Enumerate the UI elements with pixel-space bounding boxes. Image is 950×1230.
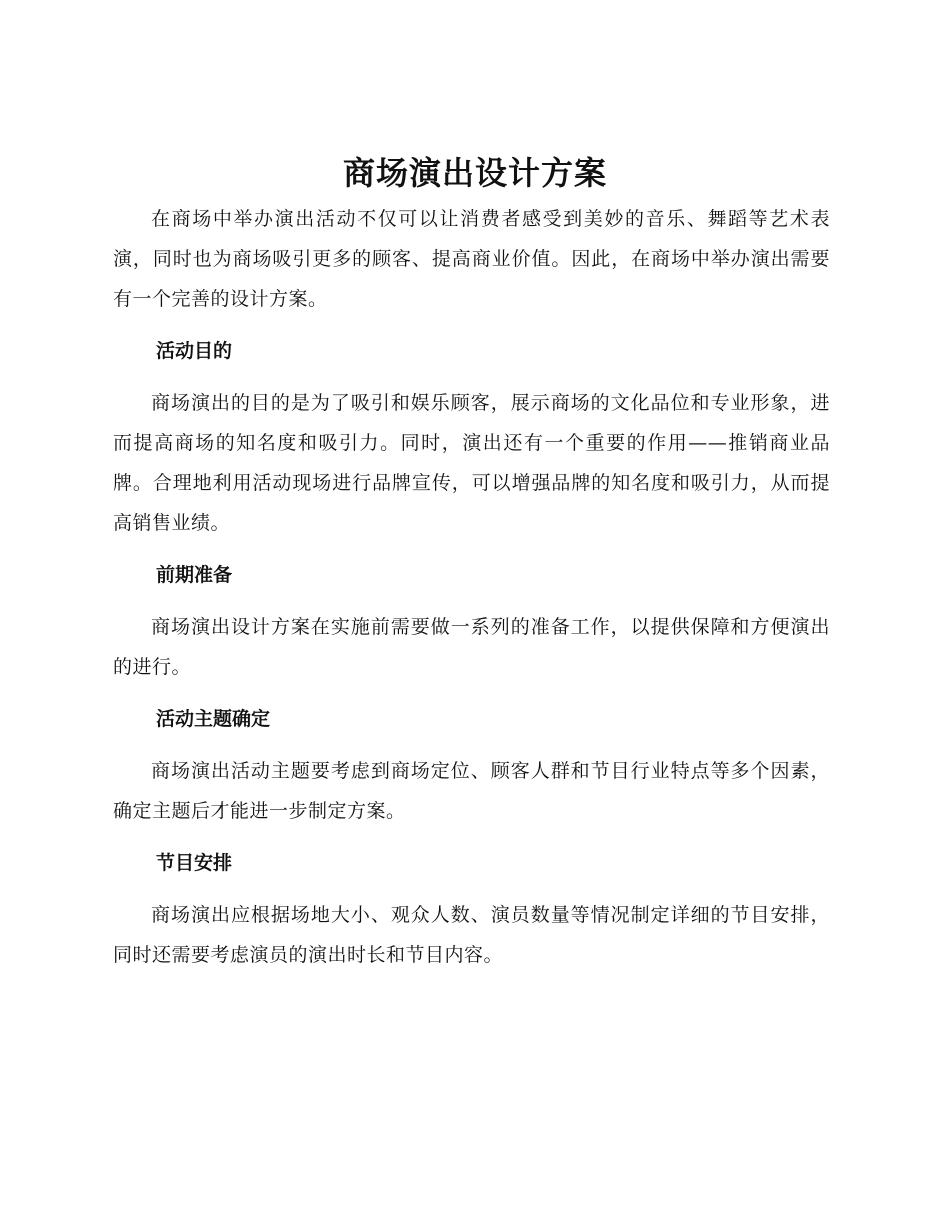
section-text-theme: 商场演出活动主题要考虑到商场定位、顾客人群和节目行业特点等多个因素，确定主题后才能进一步制定方案。 — [113, 760, 830, 822]
section-text-preparation: 商场演出设计方案在实施前需要做一系列的准备工作，以提供保障和方便演出的进行。 — [113, 616, 830, 678]
intro-paragraph: 在商场中举办演出活动不仅可以让消费者感受到美妙的音乐、舞蹈等艺术表演，同时也为商场吸引更多的顾客、提高商业价值。因此，在商场中举办演出需要有一个完善的设计方案。 — [113, 208, 830, 310]
document-title: 商场演出设计方案 — [342, 154, 607, 192]
section-heading-purpose: 活动目的 — [156, 340, 233, 362]
document-body — [113, 199, 830, 975]
section-heading-theme: 活动主题确定 — [156, 708, 271, 730]
section-text-purpose: 商场演出的目的是为了吸引和娱乐顾客，展示商场的文化品位和专业形象，进而提高商场的知名度和吸引力。同时，演出还有一个重要的作用——推销商业品牌。合理地利用活动现场进行品牌宣传，可以增强品牌的知名度和吸引力，从而提高销售业绩。 — [113, 392, 830, 534]
section-heading-preparation: 前期准备 — [156, 564, 233, 586]
section-heading-program: 节目安排 — [156, 852, 233, 874]
section-text-program: 商场演出应根据场地大小、观众人数、演员数量等情况制定详细的节目安排，同时还需要考虑演员的演出时长和节目内容。 — [113, 904, 830, 966]
